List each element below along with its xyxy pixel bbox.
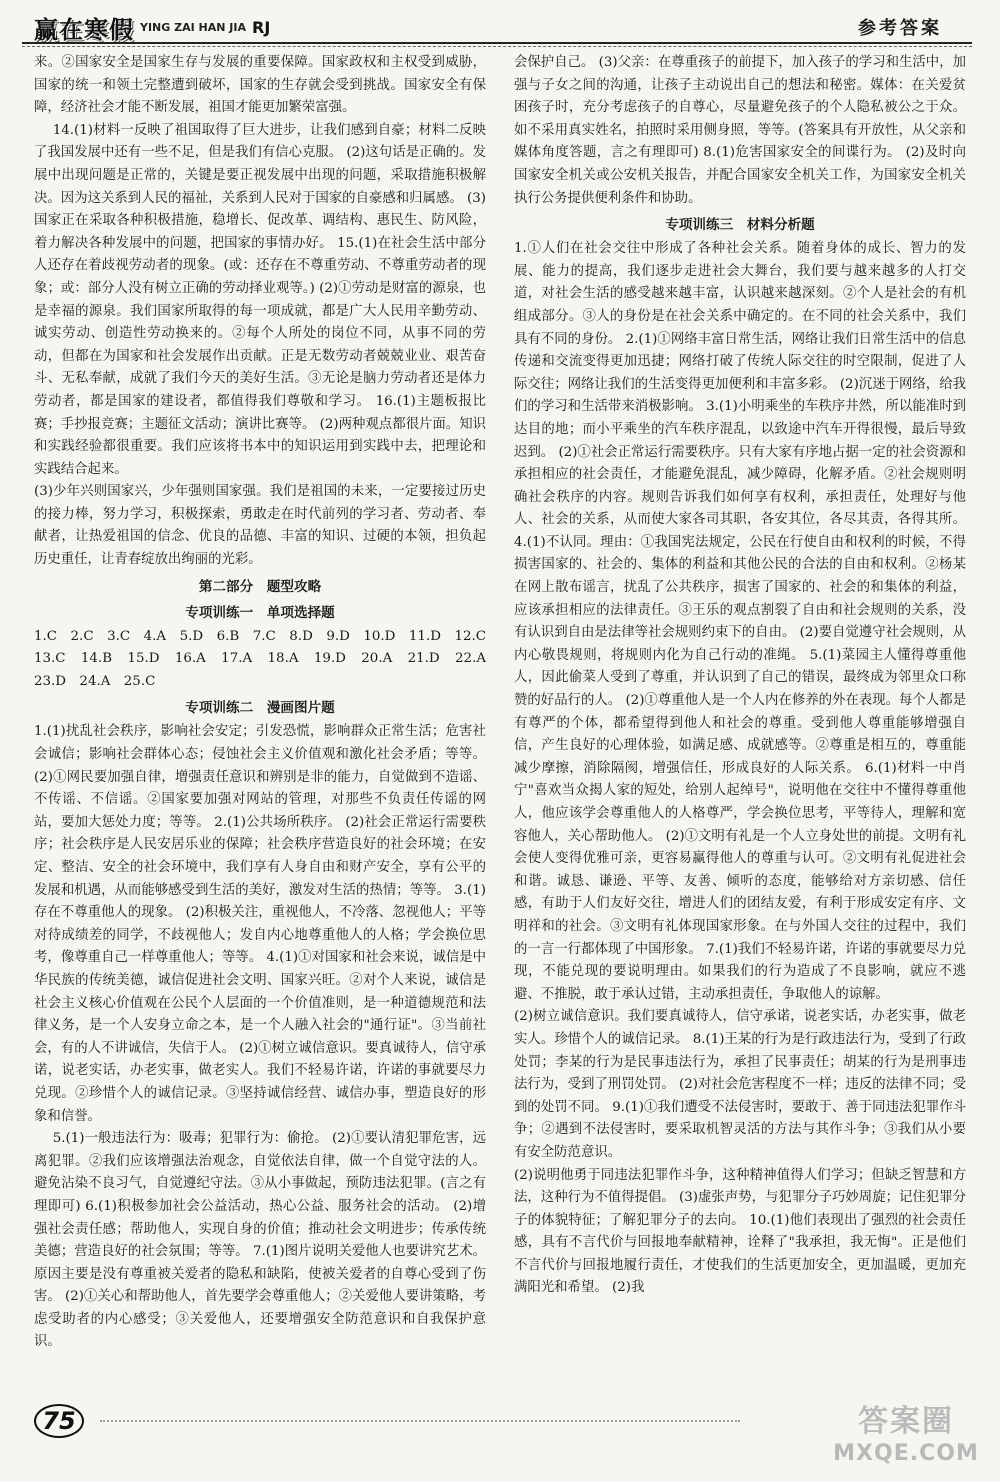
header-rule-dashed [22,46,972,47]
section-heading: 专项训练三 材料分析题 [665,217,815,234]
watermark-bottom: MXQE.COM [833,1441,979,1466]
watermark-top: 答案圈 [858,1404,954,1439]
logo-pinyin: YING ZAI HAN JIA [140,20,246,34]
answer-paragraph: 1.(1)扰乱社会秩序，影响社会安定；引发恐慌，影响群众正常生活；危害社会诚信；影响社会群体心态；侵蚀社会主义价值观和激化社会矛盾；等等。 (2)①网民要加强自律，增强责任意识和辨别是非的能力，自觉做到不造谣、不传谣、不信谣。②国家要加强对网站的管理，对那些不负责任传谣的网站，要加大惩处力度；等等。 2.(1)公共场所秩序。 (2)社会正常运行需要秩序；社会秩序是人民安居乐业的保障；社会秩序营造良好的社会环境；在安定、整洁、安全的社会环境中，我们享有人身自由和财产安全，享有公平的发展和机遇，从而能够感受到生活的美好，激发对生活的热情；等等。 3.(1)存在不尊重他人的现象。 (2)积极关注，重视他人，不冷落、忽视他人；平等对待成绩差的同学，不歧视他人；发自内心地尊重他人的人格；学会换位思考，像尊重自己一样尊重他人；等等。 4.(1)①对国家和社会来说，诚信是中华民族的传统美德，诚信促进社会文明、国家兴旺。②对个人来说，诚信是社会主义核心价值观在公民个人层面的一个价值准则，是一种道德规范和法律义务，是一个人安身立命之本，是一个人融入社会的"通行证"。③当前社会，有的人不讲诚信，失信于人。 (2)①树立诚信意识。要真诚待人，信守承诺，说老实话，办老实事，做老实人。我们不轻易许诺，许诺的事就要尽力兑现。②珍惜个人的诚信记录。③坚持诚信经营、诚信办事，塑造良好的形象和信誉。 [34,724,486,1124]
answer-paragraph: 1.C 2.C 3.C 4.A 5.D 6.B 7.C 8.D 9.D 10.D 11.D 12.C 13.C 14.B 15.D 16.A 17.A 18.A 19.D 20.A 21.D 22.A 23.D 24.A 25.C [34,628,500,689]
right-column [514,52,966,1392]
answer-paragraph: 14.(1)材料一反映了祖国取得了巨大进步，让我们感到自豪；材料二反映了我国发展中还有一些不足，但是我们有信心克服。 (2)这句话是正确的。发展中出现问题是正常的，关键是要正视发展中出现的问题，采取措施积极解决。因为这关系到人民的福祉，关系到人民对于国家的自豪感和归属感。 (3)国家正在采取各种积极措施，稳增长、促改革、调结构、惠民生、防风险，着力解决各种发展中的问题，把国家的事情办好。 15.(1)在社会生活中部分人还存在着歧视劳动者的现象。(或：还存在不尊重劳动、不尊重劳动者的现象；或：部分人没有树立正确的劳动择业观等。) (2)①劳动是财富的源泉，也是幸福的源泉。我们国家所取得的每一项成就，都是广大人民用辛勤劳动、诚实劳动、创造性劳动换来的。②每个人所处的岗位不同，从事不同的劳动，但都在为国家和社会发展作出贡献。正是无数劳动者兢兢业业、艰苦奋斗、无私奉献，成就了我们今天的美好生活。③无论是脑力劳动者还是体力劳动者，都是国家的建设者，都值得我们尊敬和学习。 16.(1)主题板报比赛；手抄报竞赛；主题征文活动；演讲比赛等。 (2)两种观点都很片面。知识和实践经验都很重要。我们应该将书本中的知识运用到实践中去，把理论和实践结合起来。 [34,122,486,477]
footer-dotted-rule [100,1420,740,1422]
answer-columns [34,52,966,1392]
answer-paragraph: 5.(1)一般违法行为：吸毒；犯罪行为：偷抢。 (2)①要认清犯罪危害，远离犯罪。②我们应该增强法治观念，自觉依法自律，做一个自觉守法的人。避免沾染不良习气，自觉遵纪守法。③从小事做起，预防违法犯罪。(言之有理即可) 6.(1)积极参加社会公益活动，热心公益、服务社会的活动。 (2)增强社会责任感；帮助他人，实现自身的价值；推动社会文明进步；传承传统美德；营造良好的社会氛围；等等。 7.(1)图片说明关爱他人也要讲究艺术。原因主要是没有尊重被关爱者的隐私和缺陷，使被关爱者的自尊心受到了伤害。 (2)①关心和帮助他人，首先要学会尊重他人；②关爱他人要讲策略，考虑受助者的内心感受；③关爱他人，还要增强安全防范意识和自我保护意识。 [34,1131,486,1350]
watermark-logo [826,1404,986,1476]
answer-paragraph: (2)说明他勇于同违法犯罪作斗争，这种精神值得人们学习；但缺乏智慧和方法，这种行为不值得提倡。 (3)虚张声势，与犯罪分子巧妙周旋；记住犯罪分子的体貌特征；了解犯罪分子的去向。 10.(1)他们表现出了强烈的社会责任感，具有不言代价与回报地奉献精神，诠释了"我承担，我无悔"。正是他们不言代价与回报地履行责任，才使我们的生活更加安全，更加温暖，更加充满阳光和希望。 (2)我 [514,1167,966,1296]
page-header [22,8,982,48]
page-number: 75 [34,1404,84,1438]
answer-paragraph: 1.①人们在社会交往中形成了各种社会关系。随着身体的成长、智力的发展、能力的提高，我们逐步走进社会大舞台，我们要与越来越多的人打交道，对社会生活的感受越来越丰富，认识越来越深刻。②个人是社会的有机组成部分。③人的身份是在社会关系中确定的。在不同的社会关系中，我们具有不同的身份。 2.(1)①网络丰富日常生活，网络让我们日常生活中的信息传递和交流变得更加迅捷；网络打破了传统人际交往的时空限制，促进了人际交往；网络让我们的生活变得更加便利和丰富多彩。 (2)沉迷于网络，给我们的学习和生活带来消极影响。 3.(1)小明乘坐的车秩序井然，所以能准时到达目的地；而小平乘坐的汽车秩序混乱，以致途中汽车开得很慢，最后导致迟到。 (2)①社会正常运行需要秩序。只有大家有序地占据一定的社会资源和承担相应的社会责任，才能避免混乱，减少障碍，化解矛盾。②社会规则明确社会秩序的内容。规则告诉我们如何享有权利，承担责任，处理好与他人、社会的关系，从而使大家各司其职，各安其位，各尽其责，各得其所。 4.(1)不认同。理由：①我国宪法规定，公民在行使自由和权利的时候，不得损害国家的、社会的、集体的利益和其他公民的合法的自由和权利。②杨某在网上散布谣言，扰乱了公共秩序，损害了国家的、社会的和集体的利益，应该承担相应的法律责任。③王乐的观点割裂了自由和社会规则的关系，没有认识到自由是法律等社会规则约束下的自由。 (2)要自觉遵守社会规则，从内心敬畏规则，将规则内化为自己行动的准绳。 5.(1)菜园主人懂得尊重他人，因此偷菜人受到了尊重，并认识到了自己的错误，最终成为邻里众口称赞的好品行的人。 (2)①尊重他人是一个人内在修养的外在表现。每个人都是有尊严的个体，都希望得到他人和社会的尊重。受到他人尊重能够增强自信，产生良好的心理体验，如满足感、成就感等。②尊重是相互的，尊重能减少摩擦，消除隔阂，增强信任，形成良好的人际关系。 6.(1)材料一中肖宁"喜欢当众揭人家的短处，给别人起绰号"，说明他在交往中不懂得尊重他人，他应该学会尊重他人的人格尊严，学会换位思考，平等待人，理解和宽容他人，关心帮助他人。 (2)①文明有礼是一个人立身处世的前提。文明有礼会使人变得优雅可亲，更容易赢得他人的尊重与认可。②文明有礼促进社会和谐。诚恳、谦逊、平等、友善、倾听的态度，能够给对方亲切感、信任感，有助于人们友好交往，增进人们的团结友爱，有利于形成安定有序、文明祥和的社会。③文明有礼体现国家形象。在与外国人交往的过程中，我们的一言一行都体现了中国形象。 7.(1)我们不轻易许诺，许诺的事就要尽力兑现，不能兑现的要说明理由。如果我们的行为造成了不良影响，就应不逃避、不推脱，敢于承认过错，主动承担责任，争取他人的谅解。 [514,241,966,1002]
answer-paragraph: (2)树立诚信意识。我们要真诚待人，信守承诺，说老实话，办老实事，做老实人。珍惜个人的诚信记录。 8.(1)王某的行为是行政违法行为，受到了行政处罚；李某的行为是民事违法行为，承担了民事责任；胡某的行为是刑事违法行为，受到了刑罚处罚。 (2)对社会危害程度不一样；违反的法律不同；受到的处罚不同。 9.(1)①我们遭受不法侵害时，要敢于、善于同违法犯罪作斗争；②遇到不法侵害时，要采取机智灵活的方法与其作斗争；③我们从小要有安全防范意识。 [514,1009,966,1160]
header-rule [22,42,972,44]
section-heading: 专项训练一 单项选择题 [185,604,335,621]
section-heading: 第二部分 题型攻略 [198,578,322,595]
logo-title: 赢在寒假 [34,15,134,44]
left-column [34,52,500,1392]
book-logo [34,12,270,42]
header-title: 参考答案 [858,18,942,39]
answer-paragraph: 来。②国家安全是国家生存与发展的重要保障。国家政权和主权受到威胁，国家的统一和领土完整遭到破坏，国家的生存就会受到挑战。国家安全有保障，经济社会才能不断发展，祖国才能更加繁荣富强。 [34,55,486,116]
answer-paragraph: (3)少年兴则国家兴，少年强则国家强。我们是祖国的未来，一定要接过历史的接力棒，努力学习，积极探索，勇敢走在时代前列的学习者、劳动者、奉献者，让热爱祖国的信念、优良的品德、丰富的知识、过硬的本领，担负起历史重任，让青春绽放出绚丽的光彩。 [34,484,486,568]
logo-edition: RJ [252,17,271,37]
answer-paragraph: 会保护自己。 (3)父亲：在尊重孩子的前提下，加入孩子的学习和生活中，加强与子女之间的沟通，让孩子主动说出自己的想法和秘密。媒体：在关爱贫困孩子时，充分考虑孩子的自尊心，尽量避免孩子的个人隐私被公之于众。如不采用真实姓名，拍照时采用侧身照，等等。(答案具有开放性，从父亲和媒体角度答题，言之有理即可) 8.(1)危害国家安全的间谍行为。 (2)及时向国家安全机关或公安机关报告，并配合国家安全机关工作，为国家安全机关执行公务提供便利条件和协助。 [514,55,966,206]
section-heading: 专项训练二 漫画图片题 [185,700,335,717]
